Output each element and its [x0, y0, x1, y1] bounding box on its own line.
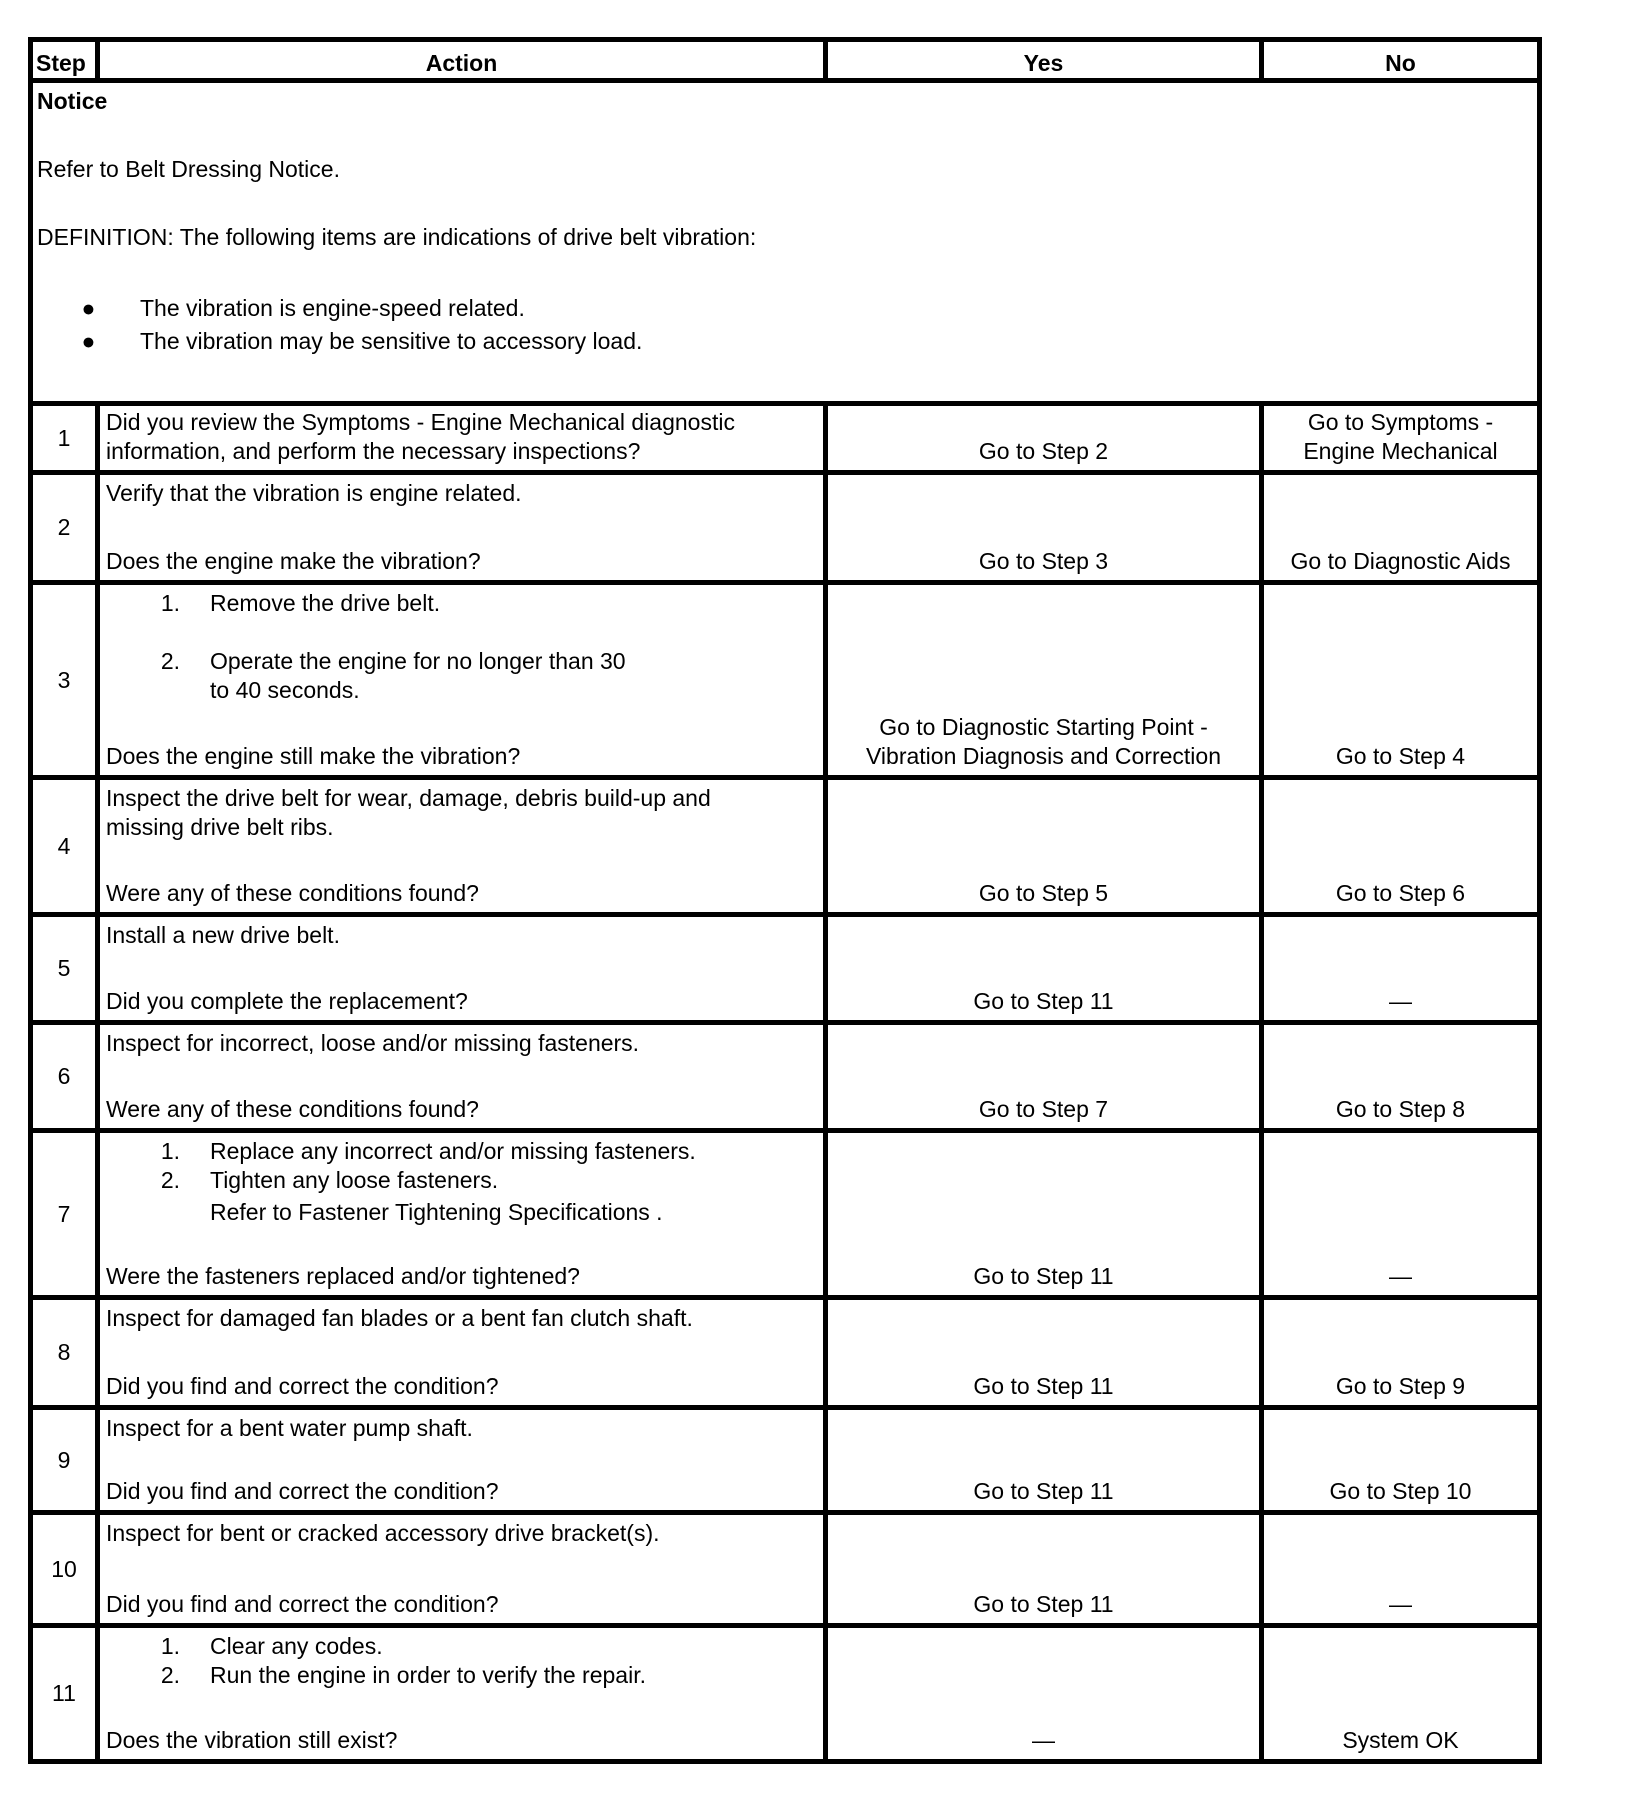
step-number: 9	[57, 1446, 71, 1473]
step-action: 1. Remove the drive belt. 2. Operate the engine for no longer than 30 to 40 seconds. Does the engine still make the vibration?	[100, 585, 823, 775]
list-item: 2. Tighten any loose fasteners.	[160, 1167, 499, 1193]
step-action: Inspect for a bent water pump shaft. Did you find and correct the condition?	[106, 1415, 499, 1504]
step-no-result: —	[1389, 988, 1412, 1014]
step-action: Inspect the drive belt for wear, damage, debris build-up and missing drive belt ribs. Were any of these conditions found?	[106, 785, 711, 906]
step-no-result[interactable]: Go to Step 10	[1329, 1478, 1472, 1504]
list-item: ● The vibration is engine-speed related.	[37, 292, 1527, 325]
step-instructions	[106, 1137, 817, 1195]
notice-text: Refer to Belt Dressing Notice.	[37, 156, 340, 182]
step-no-result: —	[1389, 1591, 1412, 1617]
notice-block	[37, 86, 1527, 396]
step-yes-result[interactable]: Go to Step 11	[973, 1373, 1114, 1399]
step-action: 1. Replace any incorrect and/or missing fasteners. 2. Tighten any loose fasteners. Refer to Fastener Tightening Specifications . Were the fasteners replaced and/or tightened?	[100, 1133, 823, 1295]
header-no: No	[1385, 50, 1416, 76]
step-action: Verify that the vibration is engine related. Does the engine make the vibration?	[106, 480, 522, 574]
step-action: Inspect for bent or cracked accessory drive bracket(s). Did you find and correct the condition?	[106, 1520, 660, 1617]
step-number: 5	[57, 955, 71, 981]
header-step: Step	[36, 50, 86, 76]
step-action: Did you review the Symptoms - Engine Mechanical diagnostic information, and perform the necessary inspections?	[106, 409, 735, 464]
step-no-result: System OK	[1342, 1727, 1459, 1753]
step-yes-result[interactable]: Go to Step 5	[978, 880, 1109, 906]
header-action: Action	[425, 50, 498, 76]
notice-title: Notice	[37, 88, 108, 114]
step-yes-result[interactable]: Go to Step 7	[978, 1096, 1109, 1122]
step-number: 4	[57, 832, 71, 859]
divider	[28, 78, 1542, 83]
list-item: 2. Operate the engine for no longer than 30 to 40 seconds.	[160, 648, 626, 703]
step-no-result[interactable]: Go to Diagnostic Aids	[1290, 548, 1511, 574]
list-item: 1. Clear any codes.	[160, 1633, 383, 1659]
step-yes-result[interactable]: Go to Step 11	[973, 988, 1114, 1014]
step-yes-result[interactable]: Go to Step 2	[978, 438, 1109, 464]
step-no-result[interactable]: Go to Step 8	[1335, 1096, 1466, 1122]
list-item: 2. Run the engine in order to verify the repair.	[160, 1662, 646, 1688]
step-no-result[interactable]: Go to Symptoms - Engine Mechanical	[1303, 409, 1498, 464]
step-yes-result: —	[1032, 1727, 1055, 1753]
step-action: Inspect for incorrect, loose and/or missing fasteners. Were any of these conditions found?	[106, 1030, 640, 1122]
list-item: ● The vibration may be sensitive to accessory load.	[37, 325, 1527, 358]
step-action: Install a new drive belt. Did you complete the replacement?	[106, 922, 468, 1014]
step-no-result: —	[1389, 1263, 1412, 1289]
step-no-result[interactable]: Go to Step 9	[1335, 1373, 1466, 1399]
step-number: 2	[57, 514, 71, 540]
step-action: Inspect for damaged fan blades or a bent fan clutch shaft. Did you find and correct the condition?	[106, 1305, 693, 1399]
notice-bullets	[37, 292, 1527, 358]
step-number: 6	[57, 1063, 71, 1089]
step-yes-result[interactable]: Go to Step 11	[973, 1478, 1114, 1504]
step-number: 3	[57, 666, 71, 693]
step-number: 11	[52, 1680, 76, 1706]
step-no-result[interactable]: Go to Step 6	[1335, 880, 1466, 906]
step-instructions	[106, 1632, 817, 1690]
step-yes-result[interactable]: Go to Step 11	[973, 1263, 1114, 1289]
header-yes: Yes	[1023, 50, 1064, 76]
step-number: 7	[57, 1200, 71, 1227]
step-yes-result[interactable]: Go to Step 3	[978, 548, 1109, 574]
step-yes-result[interactable]: Go to Diagnostic Starting Point - Vibration Diagnosis and Correction	[866, 714, 1221, 769]
step-no-result[interactable]: Go to Step 4	[1335, 743, 1466, 769]
reference-link[interactable]: Refer to Fastener Tightening Specifications .	[210, 1199, 663, 1225]
step-number: 8	[57, 1339, 71, 1365]
step-number: 10	[51, 1555, 77, 1582]
step-number: 1	[57, 424, 71, 451]
step-yes-result[interactable]: Go to Step 11	[973, 1591, 1114, 1617]
bullet-icon: ●	[81, 295, 96, 321]
list-item: 1. Remove the drive belt.	[160, 590, 441, 616]
list-item: 1. Replace any incorrect and/or missing fasteners.	[160, 1138, 696, 1164]
bullet-icon: ●	[81, 328, 96, 354]
step-action: 1. Clear any codes. 2. Run the engine in order to verify the repair. Does the vibration still exist?	[100, 1628, 823, 1759]
notice-definition: DEFINITION: The following items are indications of drive belt vibration:	[37, 224, 757, 250]
step-instructions	[106, 589, 817, 705]
